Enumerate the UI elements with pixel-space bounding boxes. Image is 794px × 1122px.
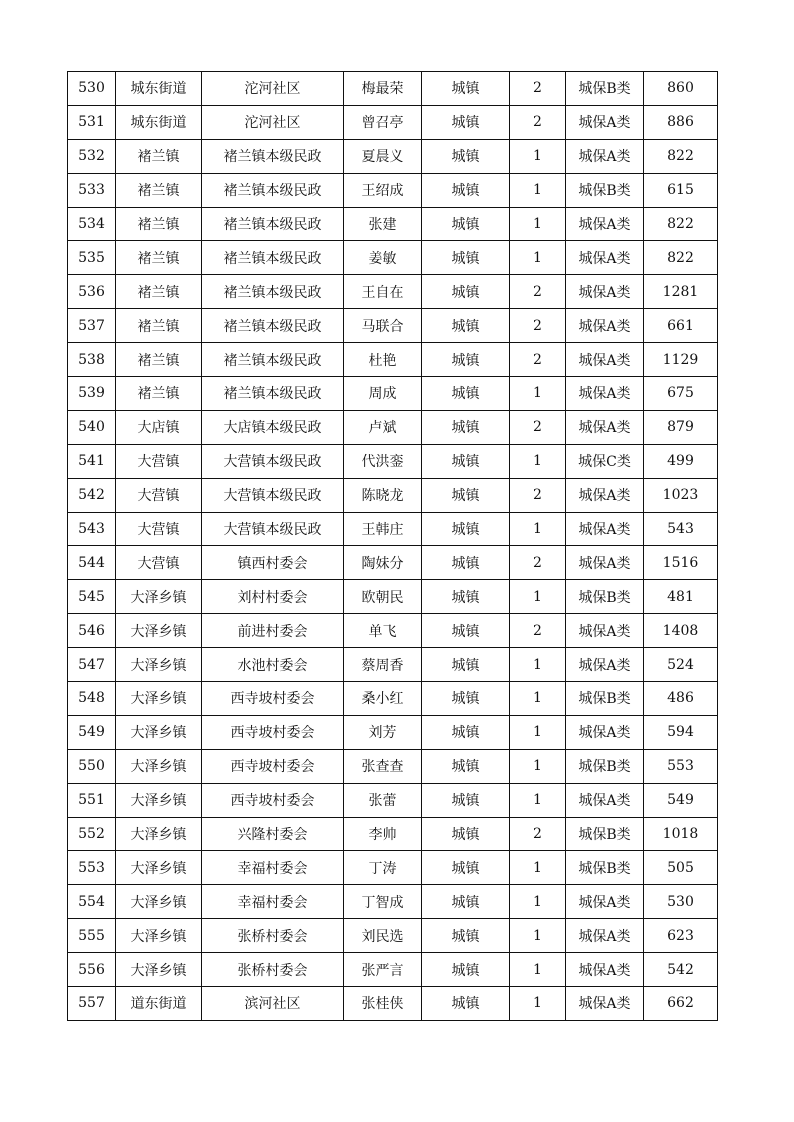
town-cell: 褚兰镇 — [116, 139, 202, 173]
row-number-cell: 532 — [68, 139, 116, 173]
name-cell: 张严言 — [344, 953, 422, 987]
row-number-cell: 556 — [68, 953, 116, 987]
amount-cell: 553 — [644, 749, 718, 783]
amount-cell: 1129 — [644, 343, 718, 377]
persons-count-cell: 2 — [510, 478, 566, 512]
town-cell: 大泽乡镇 — [116, 614, 202, 648]
name-cell: 曾召亭 — [344, 105, 422, 139]
table-row — [68, 309, 718, 343]
area-type-cell: 城镇 — [422, 919, 510, 953]
area-type-cell: 城镇 — [422, 173, 510, 207]
row-number-cell: 542 — [68, 478, 116, 512]
area-type-cell: 城镇 — [422, 953, 510, 987]
amount-cell: 886 — [644, 105, 718, 139]
area-type-cell: 城镇 — [422, 275, 510, 309]
table-row — [68, 614, 718, 648]
unit-cell: 张桥村委会 — [202, 953, 344, 987]
persons-count-cell: 2 — [510, 309, 566, 343]
table-row — [68, 987, 718, 1021]
category-cell: 城保A类 — [566, 139, 644, 173]
table-row — [68, 72, 718, 106]
amount-cell: 822 — [644, 139, 718, 173]
unit-cell: 大营镇本级民政 — [202, 478, 344, 512]
name-cell: 马联合 — [344, 309, 422, 343]
name-cell: 张蕾 — [344, 783, 422, 817]
amount-cell: 1516 — [644, 546, 718, 580]
amount-cell: 594 — [644, 715, 718, 749]
town-cell: 大泽乡镇 — [116, 885, 202, 919]
area-type-cell: 城镇 — [422, 580, 510, 614]
table-row — [68, 343, 718, 377]
row-number-cell: 553 — [68, 851, 116, 885]
unit-cell: 沱河社区 — [202, 105, 344, 139]
category-cell: 城保A类 — [566, 207, 644, 241]
town-cell: 大营镇 — [116, 512, 202, 546]
table-row — [68, 885, 718, 919]
table-row — [68, 444, 718, 478]
row-number-cell: 538 — [68, 343, 116, 377]
name-cell: 陶妹分 — [344, 546, 422, 580]
town-cell: 大泽乡镇 — [116, 580, 202, 614]
persons-count-cell: 1 — [510, 241, 566, 275]
unit-cell: 褚兰镇本级民政 — [202, 139, 344, 173]
unit-cell: 滨河社区 — [202, 987, 344, 1021]
unit-cell: 沱河社区 — [202, 72, 344, 106]
name-cell: 陈晓龙 — [344, 478, 422, 512]
area-type-cell: 城镇 — [422, 715, 510, 749]
town-cell: 褚兰镇 — [116, 377, 202, 411]
town-cell: 大泽乡镇 — [116, 648, 202, 682]
unit-cell: 兴隆村委会 — [202, 817, 344, 851]
unit-cell: 褚兰镇本级民政 — [202, 241, 344, 275]
persons-count-cell: 2 — [510, 546, 566, 580]
town-cell: 大泽乡镇 — [116, 783, 202, 817]
row-number-cell: 546 — [68, 614, 116, 648]
persons-count-cell: 1 — [510, 377, 566, 411]
area-type-cell: 城镇 — [422, 851, 510, 885]
name-cell: 单飞 — [344, 614, 422, 648]
area-type-cell: 城镇 — [422, 478, 510, 512]
unit-cell: 褚兰镇本级民政 — [202, 343, 344, 377]
amount-cell: 543 — [644, 512, 718, 546]
persons-count-cell: 1 — [510, 648, 566, 682]
name-cell: 周成 — [344, 377, 422, 411]
unit-cell: 褚兰镇本级民政 — [202, 377, 344, 411]
row-number-cell: 551 — [68, 783, 116, 817]
town-cell: 大泽乡镇 — [116, 682, 202, 716]
amount-cell: 662 — [644, 987, 718, 1021]
name-cell: 代洪銮 — [344, 444, 422, 478]
category-cell: 城保A类 — [566, 715, 644, 749]
town-cell: 大营镇 — [116, 478, 202, 512]
amount-cell: 505 — [644, 851, 718, 885]
name-cell: 杜艳 — [344, 343, 422, 377]
category-cell: 城保A类 — [566, 783, 644, 817]
row-number-cell: 545 — [68, 580, 116, 614]
area-type-cell: 城镇 — [422, 72, 510, 106]
area-type-cell: 城镇 — [422, 207, 510, 241]
row-number-cell: 534 — [68, 207, 116, 241]
category-cell: 城保A类 — [566, 241, 644, 275]
category-cell: 城保A类 — [566, 512, 644, 546]
name-cell: 梅最荣 — [344, 72, 422, 106]
amount-cell: 1018 — [644, 817, 718, 851]
row-number-cell: 552 — [68, 817, 116, 851]
amount-cell: 623 — [644, 919, 718, 953]
row-number-cell: 530 — [68, 72, 116, 106]
name-cell: 刘民选 — [344, 919, 422, 953]
persons-count-cell: 1 — [510, 444, 566, 478]
unit-cell: 大营镇本级民政 — [202, 444, 344, 478]
row-number-cell: 557 — [68, 987, 116, 1021]
persons-count-cell: 2 — [510, 72, 566, 106]
persons-count-cell: 1 — [510, 173, 566, 207]
category-cell: 城保A类 — [566, 546, 644, 580]
town-cell: 大营镇 — [116, 546, 202, 580]
category-cell: 城保A类 — [566, 648, 644, 682]
table-row — [68, 241, 718, 275]
amount-cell: 1281 — [644, 275, 718, 309]
area-type-cell: 城镇 — [422, 139, 510, 173]
category-cell: 城保A类 — [566, 919, 644, 953]
category-cell: 城保C类 — [566, 444, 644, 478]
persons-count-cell: 2 — [510, 275, 566, 309]
persons-count-cell: 1 — [510, 885, 566, 919]
table-row — [68, 105, 718, 139]
category-cell: 城保B类 — [566, 682, 644, 716]
amount-cell: 499 — [644, 444, 718, 478]
name-cell: 李帅 — [344, 817, 422, 851]
area-type-cell: 城镇 — [422, 783, 510, 817]
row-number-cell: 543 — [68, 512, 116, 546]
town-cell: 大泽乡镇 — [116, 919, 202, 953]
town-cell: 褚兰镇 — [116, 343, 202, 377]
table-row — [68, 783, 718, 817]
area-type-cell: 城镇 — [422, 241, 510, 275]
persons-count-cell: 1 — [510, 987, 566, 1021]
town-cell: 褚兰镇 — [116, 241, 202, 275]
area-type-cell: 城镇 — [422, 817, 510, 851]
town-cell: 道东街道 — [116, 987, 202, 1021]
area-type-cell: 城镇 — [422, 885, 510, 919]
amount-cell: 615 — [644, 173, 718, 207]
persons-count-cell: 2 — [510, 410, 566, 444]
area-type-cell: 城镇 — [422, 682, 510, 716]
area-type-cell: 城镇 — [422, 309, 510, 343]
name-cell: 王自在 — [344, 275, 422, 309]
table-row — [68, 410, 718, 444]
town-cell: 褚兰镇 — [116, 173, 202, 207]
persons-count-cell: 2 — [510, 105, 566, 139]
town-cell: 大营镇 — [116, 444, 202, 478]
town-cell: 大泽乡镇 — [116, 953, 202, 987]
amount-cell: 661 — [644, 309, 718, 343]
persons-count-cell: 2 — [510, 614, 566, 648]
unit-cell: 大店镇本级民政 — [202, 410, 344, 444]
town-cell: 大泽乡镇 — [116, 715, 202, 749]
table-row — [68, 173, 718, 207]
amount-cell: 1408 — [644, 614, 718, 648]
row-number-cell: 547 — [68, 648, 116, 682]
table-row — [68, 682, 718, 716]
table-row — [68, 207, 718, 241]
table-row — [68, 749, 718, 783]
row-number-cell: 535 — [68, 241, 116, 275]
amount-cell: 860 — [644, 72, 718, 106]
name-cell: 卢斌 — [344, 410, 422, 444]
name-cell: 张查查 — [344, 749, 422, 783]
unit-cell: 镇西村委会 — [202, 546, 344, 580]
name-cell: 张建 — [344, 207, 422, 241]
town-cell: 城东街道 — [116, 72, 202, 106]
town-cell: 褚兰镇 — [116, 207, 202, 241]
table-row — [68, 919, 718, 953]
row-number-cell: 544 — [68, 546, 116, 580]
persons-count-cell: 1 — [510, 953, 566, 987]
amount-cell: 675 — [644, 377, 718, 411]
town-cell: 城东街道 — [116, 105, 202, 139]
table-row — [68, 648, 718, 682]
area-type-cell: 城镇 — [422, 410, 510, 444]
name-cell: 夏晨义 — [344, 139, 422, 173]
persons-count-cell: 1 — [510, 512, 566, 546]
category-cell: 城保A类 — [566, 377, 644, 411]
amount-cell: 1023 — [644, 478, 718, 512]
town-cell: 大泽乡镇 — [116, 749, 202, 783]
amount-cell: 542 — [644, 953, 718, 987]
area-type-cell: 城镇 — [422, 444, 510, 478]
category-cell: 城保A类 — [566, 885, 644, 919]
table-row — [68, 512, 718, 546]
unit-cell: 水池村委会 — [202, 648, 344, 682]
table-row — [68, 580, 718, 614]
amount-cell: 530 — [644, 885, 718, 919]
category-cell: 城保B类 — [566, 72, 644, 106]
row-number-cell: 555 — [68, 919, 116, 953]
town-cell: 大泽乡镇 — [116, 817, 202, 851]
category-cell: 城保B类 — [566, 580, 644, 614]
category-cell: 城保B类 — [566, 817, 644, 851]
area-type-cell: 城镇 — [422, 749, 510, 783]
unit-cell: 西寺坡村委会 — [202, 682, 344, 716]
amount-cell: 822 — [644, 207, 718, 241]
beneficiary-table — [67, 71, 718, 1021]
table-row — [68, 953, 718, 987]
area-type-cell: 城镇 — [422, 614, 510, 648]
amount-cell: 549 — [644, 783, 718, 817]
unit-cell: 褚兰镇本级民政 — [202, 309, 344, 343]
town-cell: 褚兰镇 — [116, 275, 202, 309]
category-cell: 城保A类 — [566, 343, 644, 377]
row-number-cell: 548 — [68, 682, 116, 716]
name-cell: 欧朝民 — [344, 580, 422, 614]
persons-count-cell: 1 — [510, 139, 566, 173]
table-row — [68, 275, 718, 309]
row-number-cell: 554 — [68, 885, 116, 919]
area-type-cell: 城镇 — [422, 105, 510, 139]
unit-cell: 幸福村委会 — [202, 851, 344, 885]
category-cell: 城保A类 — [566, 309, 644, 343]
town-cell: 大店镇 — [116, 410, 202, 444]
name-cell: 刘芳 — [344, 715, 422, 749]
table-body — [68, 72, 718, 1021]
area-type-cell: 城镇 — [422, 512, 510, 546]
row-number-cell: 541 — [68, 444, 116, 478]
persons-count-cell: 2 — [510, 343, 566, 377]
unit-cell: 张桥村委会 — [202, 919, 344, 953]
persons-count-cell: 1 — [510, 851, 566, 885]
category-cell: 城保A类 — [566, 275, 644, 309]
unit-cell: 褚兰镇本级民政 — [202, 173, 344, 207]
persons-count-cell: 1 — [510, 715, 566, 749]
area-type-cell: 城镇 — [422, 987, 510, 1021]
table-row — [68, 377, 718, 411]
town-cell: 大泽乡镇 — [116, 851, 202, 885]
area-type-cell: 城镇 — [422, 648, 510, 682]
persons-count-cell: 1 — [510, 749, 566, 783]
table-row — [68, 715, 718, 749]
persons-count-cell: 2 — [510, 817, 566, 851]
persons-count-cell: 1 — [510, 207, 566, 241]
row-number-cell: 550 — [68, 749, 116, 783]
amount-cell: 524 — [644, 648, 718, 682]
table-row — [68, 478, 718, 512]
category-cell: 城保B类 — [566, 173, 644, 207]
persons-count-cell: 1 — [510, 783, 566, 817]
category-cell: 城保B类 — [566, 851, 644, 885]
row-number-cell: 533 — [68, 173, 116, 207]
amount-cell: 486 — [644, 682, 718, 716]
area-type-cell: 城镇 — [422, 377, 510, 411]
amount-cell: 481 — [644, 580, 718, 614]
category-cell: 城保A类 — [566, 987, 644, 1021]
name-cell: 王韩庄 — [344, 512, 422, 546]
category-cell: 城保A类 — [566, 410, 644, 444]
name-cell: 张桂侠 — [344, 987, 422, 1021]
unit-cell: 西寺坡村委会 — [202, 783, 344, 817]
unit-cell: 褚兰镇本级民政 — [202, 275, 344, 309]
table-row — [68, 817, 718, 851]
category-cell: 城保A类 — [566, 478, 644, 512]
unit-cell: 大营镇本级民政 — [202, 512, 344, 546]
unit-cell: 西寺坡村委会 — [202, 715, 344, 749]
unit-cell: 刘村村委会 — [202, 580, 344, 614]
name-cell: 蔡周香 — [344, 648, 422, 682]
table-row — [68, 139, 718, 173]
category-cell: 城保A类 — [566, 614, 644, 648]
area-type-cell: 城镇 — [422, 343, 510, 377]
row-number-cell: 539 — [68, 377, 116, 411]
amount-cell: 879 — [644, 410, 718, 444]
name-cell: 桑小红 — [344, 682, 422, 716]
unit-cell: 褚兰镇本级民政 — [202, 207, 344, 241]
row-number-cell: 540 — [68, 410, 116, 444]
category-cell: 城保B类 — [566, 749, 644, 783]
name-cell: 王绍成 — [344, 173, 422, 207]
row-number-cell: 549 — [68, 715, 116, 749]
name-cell: 丁涛 — [344, 851, 422, 885]
table-row — [68, 851, 718, 885]
persons-count-cell: 1 — [510, 580, 566, 614]
unit-cell: 西寺坡村委会 — [202, 749, 344, 783]
category-cell: 城保A类 — [566, 105, 644, 139]
area-type-cell: 城镇 — [422, 546, 510, 580]
unit-cell: 前进村委会 — [202, 614, 344, 648]
name-cell: 姜敏 — [344, 241, 422, 275]
row-number-cell: 531 — [68, 105, 116, 139]
amount-cell: 822 — [644, 241, 718, 275]
category-cell: 城保A类 — [566, 953, 644, 987]
row-number-cell: 536 — [68, 275, 116, 309]
unit-cell: 幸福村委会 — [202, 885, 344, 919]
name-cell: 丁智成 — [344, 885, 422, 919]
persons-count-cell: 1 — [510, 919, 566, 953]
town-cell: 褚兰镇 — [116, 309, 202, 343]
table-row — [68, 546, 718, 580]
row-number-cell: 537 — [68, 309, 116, 343]
persons-count-cell: 1 — [510, 682, 566, 716]
